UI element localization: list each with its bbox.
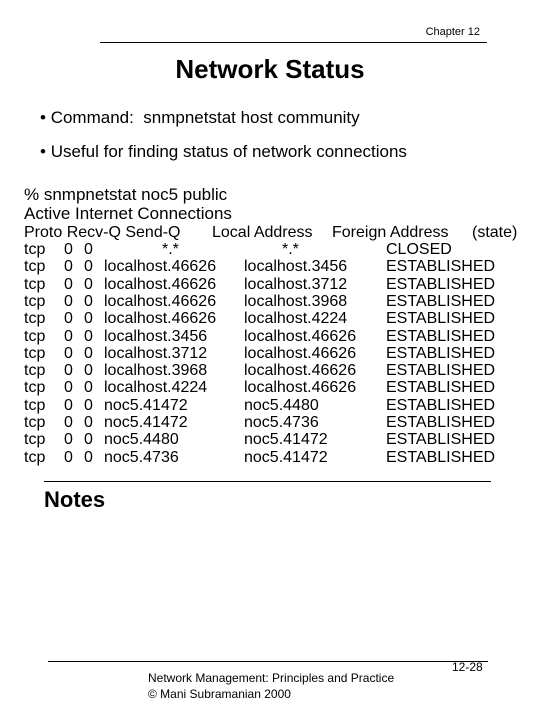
table-row	[24, 276, 524, 293]
cell-send-q: 0	[84, 414, 93, 431]
table-row	[24, 293, 524, 310]
cell-send-q: 0	[84, 310, 93, 328]
cell-state: CLOSED	[386, 241, 452, 258]
chapter-label: Chapter 12	[425, 26, 480, 38]
cell-foreign-address: noc5.41472	[244, 431, 328, 449]
table-row	[24, 310, 524, 327]
cell-foreign-address: localhost.3712	[244, 275, 348, 293]
cell-local-address: noc5.4736	[104, 448, 179, 466]
cell-state: ESTABLISHED	[386, 327, 496, 345]
cell-foreign-address: localhost.46626	[244, 327, 357, 345]
bullet-text: Useful for finding status of network connections	[50, 142, 407, 161]
cell-foreign-address: localhost.4224	[244, 310, 348, 328]
notes-divider	[44, 481, 491, 482]
cell-proto: tcp	[24, 379, 46, 397]
cell-local-address: noc5.41472	[104, 414, 188, 431]
table-row	[24, 345, 524, 362]
cell-local-address: localhost.46626	[104, 310, 217, 328]
cell-recv-q: 0	[64, 414, 73, 431]
cell-proto: tcp	[24, 448, 46, 466]
cell-foreign-address: noc5.41472	[244, 448, 328, 466]
cell-state: ESTABLISHED	[386, 431, 496, 449]
cell-proto: tcp	[24, 327, 46, 345]
col-proto-recv-send: Proto Recv-Q Send-Q	[24, 224, 181, 241]
col-local-address: Local Address	[212, 224, 313, 241]
cell-foreign-address: localhost.46626	[244, 362, 357, 380]
cell-recv-q: 0	[64, 344, 73, 362]
cell-send-q: 0	[84, 344, 93, 362]
cell-send-q: 0	[84, 241, 93, 258]
cell-local-address: localhost.46626	[104, 275, 217, 293]
cell-local-address: noc5.4480	[104, 431, 179, 449]
top-divider	[100, 42, 487, 43]
cell-recv-q: 0	[64, 396, 73, 414]
cell-recv-q: 0	[64, 327, 73, 345]
cell-foreign-address: *.*	[282, 241, 299, 258]
page-number: 12-28	[452, 660, 483, 674]
cell-local-address: *.*	[162, 241, 179, 258]
cell-recv-q: 0	[64, 292, 73, 310]
cell-proto: tcp	[24, 344, 46, 362]
cell-local-address: noc5.41472	[104, 396, 188, 414]
cell-recv-q: 0	[64, 448, 73, 466]
cell-state: ESTABLISHED	[386, 344, 496, 362]
cell-recv-q: 0	[64, 362, 73, 380]
footer-book-title: Network Management: Principles and Practice	[148, 671, 395, 685]
col-foreign-address: Foreign Address	[332, 224, 449, 241]
cell-proto: tcp	[24, 241, 46, 258]
cell-recv-q: 0	[64, 241, 73, 258]
bullet-text: Command: snmpnetstat host community	[50, 108, 360, 127]
bullet-usage: • Useful for finding status of network connections	[40, 142, 407, 161]
output-heading: Active Internet Connections	[24, 204, 232, 223]
command-line: % snmpnetstat noc5 public	[24, 185, 228, 204]
table-row	[24, 414, 524, 431]
cell-proto: tcp	[24, 310, 46, 328]
table-row	[24, 397, 524, 414]
table-row	[24, 362, 524, 379]
cell-proto: tcp	[24, 362, 46, 380]
cell-recv-q: 0	[64, 275, 73, 293]
cell-proto: tcp	[24, 258, 46, 276]
cell-state: ESTABLISHED	[386, 292, 496, 310]
footer-divider	[48, 661, 488, 662]
cell-recv-q: 0	[64, 379, 73, 397]
cell-send-q: 0	[84, 448, 93, 466]
cell-local-address: localhost.46626	[104, 292, 217, 310]
cell-state: ESTABLISHED	[386, 448, 496, 466]
cell-foreign-address: localhost.3456	[244, 258, 348, 276]
cell-recv-q: 0	[64, 258, 73, 276]
cell-local-address: localhost.3712	[104, 344, 208, 362]
cell-foreign-address: noc5.4736	[244, 414, 319, 431]
col-state: (state)	[472, 224, 518, 241]
cell-state: ESTABLISHED	[386, 379, 496, 397]
cell-local-address: localhost.3968	[104, 362, 208, 380]
table-row	[24, 431, 524, 448]
table-row	[24, 449, 524, 466]
cell-recv-q: 0	[64, 431, 73, 449]
cell-state: ESTABLISHED	[386, 258, 496, 276]
cell-proto: tcp	[24, 292, 46, 310]
cell-foreign-address: noc5.4480	[244, 396, 319, 414]
bullet-command: • Command: snmpnetstat host community	[40, 108, 360, 127]
cell-send-q: 0	[84, 396, 93, 414]
cell-proto: tcp	[24, 414, 46, 431]
cell-proto: tcp	[24, 396, 46, 414]
cell-foreign-address: localhost.46626	[244, 344, 357, 362]
cell-foreign-address: localhost.46626	[244, 379, 357, 397]
column-header-row	[24, 224, 524, 242]
cell-proto: tcp	[24, 275, 46, 293]
cell-local-address: localhost.4224	[104, 379, 208, 397]
cell-send-q: 0	[84, 258, 93, 276]
table-row	[24, 258, 524, 275]
cell-send-q: 0	[84, 327, 93, 345]
cell-proto: tcp	[24, 431, 46, 449]
cell-send-q: 0	[84, 379, 93, 397]
cell-send-q: 0	[84, 275, 93, 293]
slide-title: Network Status	[175, 54, 365, 84]
cell-state: ESTABLISHED	[386, 362, 496, 380]
notes-label: Notes	[44, 487, 106, 512]
cell-state: ESTABLISHED	[386, 275, 496, 293]
table-row	[24, 328, 524, 345]
cell-recv-q: 0	[64, 310, 73, 328]
cell-state: ESTABLISHED	[386, 310, 496, 328]
cell-send-q: 0	[84, 362, 93, 380]
cell-foreign-address: localhost.3968	[244, 292, 348, 310]
cell-send-q: 0	[84, 431, 93, 449]
table-row	[24, 379, 524, 396]
footer-copyright: © Mani Subramanian 2000	[148, 687, 291, 701]
cell-send-q: 0	[84, 292, 93, 310]
table-row	[24, 241, 524, 258]
cell-state: ESTABLISHED	[386, 396, 496, 414]
cell-local-address: localhost.3456	[104, 327, 208, 345]
cell-local-address: localhost.46626	[104, 258, 217, 276]
cell-state: ESTABLISHED	[386, 414, 496, 431]
